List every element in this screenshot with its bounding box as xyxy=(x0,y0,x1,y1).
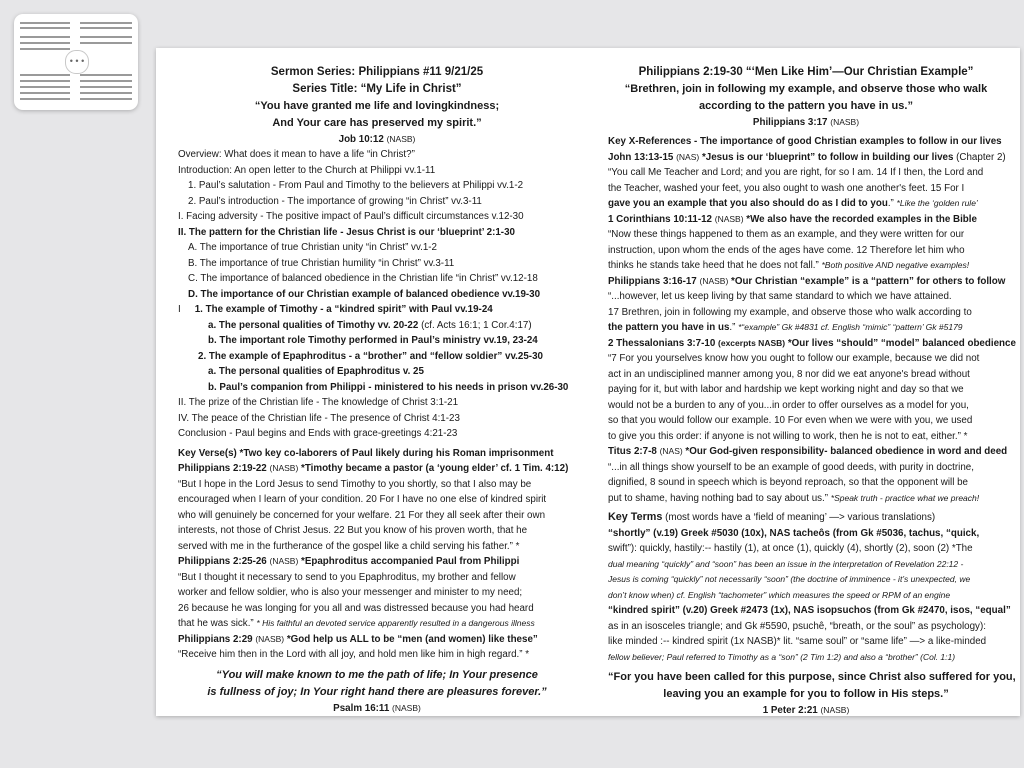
term-text: as in an isosceles triangle; and Gk #5590, psuchê, “breath, or the soul” as psychology): xyxy=(608,620,986,632)
reference-text: dignified, 8 sound in speech which is beyond reproach, so that the opponent will be xyxy=(608,477,969,488)
outline-item: a. The personal qualities of Timothy vv. 20-22 (cf. Acts 16:1; 1 Cor.4:17) xyxy=(208,319,532,331)
term-note: don’t know when) cf. English “tachometer” which measures the speed or RPM of an engine xyxy=(608,589,951,600)
epigraph-reference: Job 10:12 (NASB) xyxy=(338,134,416,145)
outline-intro: Introduction: An open letter to the Church at Philippi vv.1-11 xyxy=(178,164,436,176)
key-terms-heading: Key Terms (most words have a ‘field of meaning’ —> various translations) xyxy=(608,511,936,523)
passage-text: “Receive him then in the Lord with all joy, and hold men like him in high regard.” * xyxy=(178,649,530,660)
theme-quote-line: according to the pattern you have in us.” xyxy=(699,100,913,112)
thumbnail-line xyxy=(20,80,70,82)
thumbnail-line xyxy=(20,36,70,38)
passage-text: who will genuinely be concerned for your welfare. 21 For they all seek after their own xyxy=(178,509,546,521)
term-note: fellow believer; Paul referred to Timothy as a “son” (2 Tim 1:2) and also a “brother” (Col. 1:1) xyxy=(608,651,956,662)
key-verses-heading: Key Verse(s) *Two key co-laborers of Paul likely during his Roman imprisonment xyxy=(178,447,554,459)
thumbnail-line xyxy=(80,27,132,29)
outline-overview: Overview: What does it mean to have a life “in Christ?” xyxy=(178,149,415,160)
outline-item: b. Paul’s companion from Philippi - ministered to his needs in prison vv.26-30 xyxy=(208,381,569,393)
thumbnail-line xyxy=(20,86,70,88)
term-note: dual meaning “quickly” and “soon” has been an issue in the interpretation of Revelation 22:12 - xyxy=(608,558,964,569)
right-column xyxy=(608,64,1016,716)
outline-item: a. The personal qualities of Epaphroditus v. 25 xyxy=(208,366,424,377)
outline-item: b. The important role Timothy performed in Paul’s ministry vv.19, 23-24 xyxy=(208,335,538,346)
sermon-series-title: Sermon Series: Philippians #11 9/21/25 xyxy=(270,66,484,78)
reference-text: 17 Brethren, join in following my example, and observe those who walk according to xyxy=(608,306,972,318)
outline-item: C. The importance of balanced obedience in the Christian life “in Christ” vv.12-18 xyxy=(188,273,538,284)
outline-item: 2. The example of Epaphroditus - a “brother” and “fellow soldier” vv.25-30 xyxy=(198,350,543,362)
passage-text: served with me in the furtherance of the gospel like a child serving his father.” * xyxy=(178,540,520,552)
outline-item: B. The importance of true Christian humility “in Christ” vv.3-11 xyxy=(188,257,455,269)
thumbnail-line xyxy=(80,92,132,94)
reference-text: instruction, upon whom the ends of the ages have come. 12 Therefore let him who xyxy=(608,244,965,256)
outline-item: IV. The peace of the Christian life - The presence of Christ 4:1-23 xyxy=(178,412,460,424)
closing-quote-line: is fullness of joy; In Your right hand there are pleasures forever.” xyxy=(207,685,547,698)
reference-text: put to shame, having nothing bad to say about us.” *Speak truth - practice what we preach! xyxy=(608,492,980,504)
passage-text: “But I thought it necessary to send to you Epaphroditus, my brother and fellow xyxy=(178,571,516,583)
passage-heading: Philippians 2:19-22 (NASB) *Timothy became a pastor (a ‘young elder’ cf. 1 Tim. 4:12) xyxy=(178,463,569,474)
reference-text: “...in all things show yourself to be an example of good deeds, with purity in doctrine, xyxy=(608,461,974,473)
outline-item: A. The importance of true Christian unity “in Christ” vv.1-2 xyxy=(188,242,438,253)
thumbnail-line xyxy=(80,22,132,24)
thumbnail-line xyxy=(80,42,132,44)
thumbnail-line xyxy=(80,36,132,38)
more-options-icon[interactable]: • • • xyxy=(65,50,89,74)
thumbnail-line xyxy=(20,48,70,50)
thumbnail-line xyxy=(80,74,132,76)
epigraph-line: “You have granted me life and lovingkindness; xyxy=(254,100,500,112)
term-text: like minded :-- kindred spirit (1x NASB)* lit. “same soul” or “same life” —> a like-minded xyxy=(608,636,987,647)
theme-reference: Philippians 3:17 (NASB) xyxy=(752,117,860,128)
series-title: Series Title: “My Life in Christ” xyxy=(292,83,462,95)
reference-heading: Titus 2:7-8 (NAS) *Our God-given responsibility- balanced obedience in word and deed xyxy=(608,446,1008,457)
thumbnail-line xyxy=(20,92,70,94)
reference-text: the Teacher, washed your feet, you also ought to wash one another's feet. 15 For I xyxy=(608,182,965,194)
reference-heading: Philippians 3:16-17 (NASB) *Our Christian “example” is a “pattern” for others to follow xyxy=(608,275,1006,287)
outline-item: Conclusion - Paul begins and Ends with grace-greetings 4:21-23 xyxy=(178,428,458,439)
thumbnail-line xyxy=(80,98,132,100)
sermon-title: Philippians 2:19-30 “‘Men Like Him’—Our Christian Example” xyxy=(638,66,974,78)
passage-text: worker and fellow soldier, who is also your messenger and minister to my need; xyxy=(178,587,523,598)
reference-text: to give you this order: if anyone is not willing to work, then he is not to eat, either.” * xyxy=(608,430,968,442)
reference-text: “...however, let us keep living by that same standard to which we have attained. xyxy=(608,291,952,302)
reference-text: “Now these things happened to them as an example, and they were written for our xyxy=(608,229,965,240)
outline-item: I 1. The example of Timothy - a “kindred spirit” with Paul vv.19-24 xyxy=(178,304,493,315)
passage-text: encouraged when I learn of your condition. 20 For I have no one else of kindred spirit xyxy=(178,494,547,505)
reference-text: gave you an example that you also should do as I did to you.” *Like the ‘golden rule’ xyxy=(608,198,978,209)
closing-quote-line: leaving you an example for you to follow in His steps.” xyxy=(663,688,949,700)
outline-item: II. The pattern for the Christian life - Jesus Christ is our ‘blueprint’ 2:1-30 xyxy=(178,226,515,238)
passage-text: 26 because he was longing for you all and was distressed because you had heard xyxy=(178,602,534,614)
outline-item: 2. Paul’s introduction - The importance of growing “in Christ” vv.3-11 xyxy=(188,195,482,207)
reference-heading: 1 Corinthians 10:11-12 (NASB) *We also have the recorded examples in the Bible xyxy=(608,213,977,225)
closing-reference: Psalm 16:11 (NASB) xyxy=(333,702,421,714)
thumbnail-line xyxy=(20,98,70,100)
reference-text: thinks he stands take heed that he does not fall.” *Both positive AND negative examples! xyxy=(608,260,970,271)
passage-text: “But I hope in the Lord Jesus to send Timothy to you shortly, so that I also may be xyxy=(178,478,532,490)
epigraph-line: And Your care has preserved my spirit.” xyxy=(272,117,482,129)
key-cross-references-heading: Key X-References - The importance of good Christian examples to follow in our lives xyxy=(608,136,1002,147)
page-thumbnail[interactable] xyxy=(14,14,138,110)
thumbnail-line xyxy=(80,80,132,82)
closing-quote-line: “You will make known to me the path of life; In Your presence xyxy=(216,668,538,681)
thumbnail-line xyxy=(20,22,70,24)
reference-text: “You call Me Teacher and Lord; and you are right, for so I am. 14 If I then, the Lord and xyxy=(608,167,984,178)
term-note: Jesus is coming “quickly” not necessarily “soon” (the doctrine of imminence - it’s unexpected, we xyxy=(608,574,971,584)
passage-heading: Philippians 2:25-26 (NASB) *Epaphroditus accompanied Paul from Philippi xyxy=(178,556,520,567)
outline-item: II. The prize of the Christian life - The knowledge of Christ 3:1-21 xyxy=(178,397,459,408)
outline-item: 1. Paul’s salutation - From Paul and Timothy to the believers at Philippi vv.1-2 xyxy=(188,180,524,191)
outline-item: I. Facing adversity - The positive impact of Paul’s difficult circumstances v.12-30 xyxy=(178,211,524,222)
thumbnail-line xyxy=(20,42,70,44)
reference-text: would not be a burden to any of you...in order to offer ourselves as a model for you, xyxy=(608,399,969,411)
term-text: swift”): quickly, hastily:-- hastily (1), at once (1), quickly (4), shortly (2), soon (2) *The xyxy=(608,543,973,554)
left-column xyxy=(178,64,576,716)
term-text: “kindred spirit” (v.20) Greek #2473 (1x), NAS isopsuchos (from Gk #2470, isos, “equal” xyxy=(608,605,1011,616)
reference-text: act in an undisciplined manner among you, 8 nor did we eat anyone's bread without xyxy=(608,368,970,380)
closing-reference: 1 Peter 2:21 (NASB) xyxy=(762,705,850,716)
closing-quote-line: “For you have been called for this purpose, since Christ also suffered for you, xyxy=(608,671,1016,683)
passage-heading: Philippians 2:29 (NASB) *God help us ALL to be “men (and women) like these” xyxy=(178,633,538,645)
reference-heading: John 13:13-15 (NAS) *Jesus is our ‘blueprint” to follow in building our lives (Chapter 2) xyxy=(608,151,1006,163)
theme-quote-line: “Brethren, join in following my example, and observe those who walk xyxy=(624,83,988,95)
term-text: “shortly” (v.19) Greek #5030 (10x), NAS tacheôs (from Gk #5036, tachus, “quick, xyxy=(608,527,980,539)
outline-item: D. The importance of our Christian example of balanced obedience vv.19-30 xyxy=(188,288,541,300)
reference-heading: 2 Thessalonians 3:7-10 (excerpts NASB) *Our lives “should” “model” balanced obedience xyxy=(608,337,1016,349)
thumbnail-line xyxy=(20,27,70,29)
reference-text: so that you would follow our example. 10 For even when we were with you, we used xyxy=(608,415,973,426)
reference-text: paying for it, but with labor and hardship we kept working night and day so that we xyxy=(608,384,964,395)
document-page xyxy=(156,48,1020,716)
reference-text: the pattern you have in us.” *“example” Gk #4831 cf. English “mimic” “pattern’ Gk #5179 xyxy=(608,322,963,333)
passage-text: that he was sick.” * His faithful an devoted service apparently resulted in a dangerous illness xyxy=(178,618,535,629)
thumbnail-line xyxy=(80,86,132,88)
thumbnail-line xyxy=(20,74,70,76)
reference-text: “7 For you yourselves know how you ought to follow our example, because we did not xyxy=(608,353,980,364)
passage-text: interests, not those of Christ Jesus. 22 But you know of his proven worth, that he xyxy=(178,525,528,536)
